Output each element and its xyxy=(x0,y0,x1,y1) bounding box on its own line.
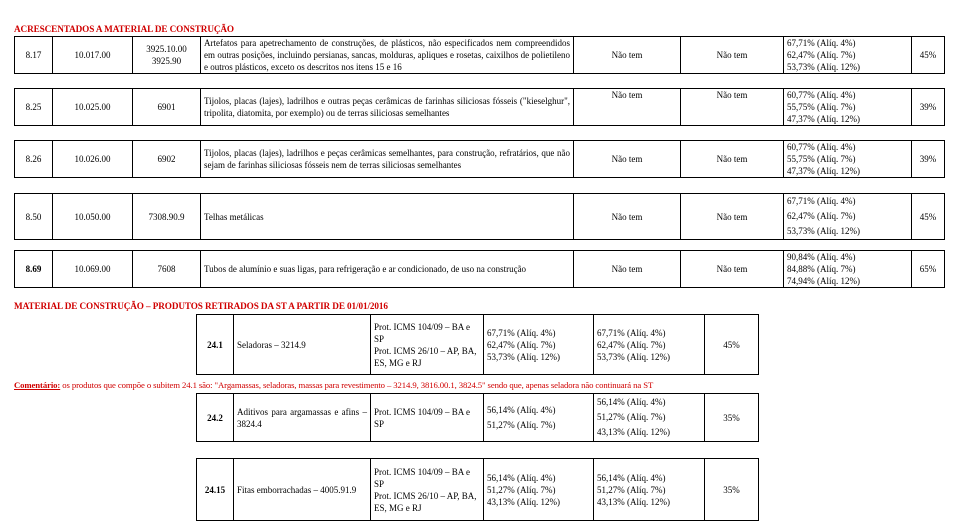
item-code: 10.017.00 xyxy=(53,37,133,74)
item-mva: 67,71% (Alíq. 4%) 62,47% (Alíq. 7%) 53,73% (Alíq. 12%) xyxy=(784,194,912,240)
item-description: Tijolos, placas (lajes), ladrilhos e outras peças cerâmicas de farinhas siliciosas fósseis ("kieselghur", tripolita, diatomita, por exemplo) ou de terras siliciosas semelhantes xyxy=(201,89,574,126)
item-col-b: Não tem xyxy=(681,141,784,178)
removed-item-number: 24.1 xyxy=(197,315,234,375)
item-col-b: Não tem xyxy=(681,194,784,240)
item-col-a: Não tem xyxy=(574,89,681,126)
item-mva-orig: 39% xyxy=(912,89,945,126)
item-col-a: Não tem xyxy=(574,194,681,240)
removed-item-protocols: Prot. ICMS 104/09 – BA e SP Prot. ICMS 26/10 – AP, BA, ES, MG e RJ xyxy=(371,315,484,375)
item-code: 10.026.00 xyxy=(53,141,133,178)
item-mva-orig: 65% xyxy=(912,251,945,288)
item-number: 8.25 xyxy=(15,89,53,126)
section-removed-title: MATERIAL DE CONSTRUÇÃO – PRODUTOS RETIRADOS DA ST A PARTIR DE 01/01/2016 xyxy=(14,301,388,311)
item-col-b: Não tem xyxy=(681,251,784,288)
added-item-table xyxy=(14,88,945,126)
item-code: 10.069.00 xyxy=(53,251,133,288)
item-col-b: Não tem xyxy=(681,89,784,126)
removed-item-mva-b: 56,14% (Alíq. 4%) 51,27% (Alíq. 7%) 43,13% (Alíq. 12%) xyxy=(594,459,705,521)
item-ncm: 6902 xyxy=(133,141,201,178)
item-description: Tijolos, placas (lajes), ladrilhos e peças cerâmicas semelhantes, para construção, refratários, que não sejam de farinhas siliciosas fósseis nem de terras siliciosas semelhantes xyxy=(201,141,574,178)
removed-item-description: Aditivos para argamassas e afins – 3824.4 xyxy=(234,394,371,442)
item-number: 8.17 xyxy=(15,37,53,74)
item-description: Tubos de alumínio e suas ligas, para refrigeração e ar condicionado, de uso na construção xyxy=(201,251,574,288)
item-mva-orig: 39% xyxy=(912,141,945,178)
item-number: 8.26 xyxy=(15,141,53,178)
removed-item-mva-orig: 35% xyxy=(705,394,759,442)
removed-item-table xyxy=(196,393,759,442)
item-mva-orig: 45% xyxy=(912,194,945,240)
item-ncm: 6901 xyxy=(133,89,201,126)
item-ncm: 7608 xyxy=(133,251,201,288)
comment xyxy=(14,380,653,390)
added-item-table xyxy=(14,36,945,74)
added-item-table xyxy=(14,140,945,178)
removed-item-table xyxy=(196,458,759,521)
item-mva: 60,77% (Alíq. 4%) 55,75% (Alíq. 7%) 47,37% (Alíq. 12%) xyxy=(784,141,912,178)
item-col-a: Não tem xyxy=(574,37,681,74)
removed-item-mva-b: 67,71% (Alíq. 4%) 62,47% (Alíq. 7%) 53,73% (Alíq. 12%) xyxy=(594,315,705,375)
item-ncm: 3925.10.00 3925.90 xyxy=(133,37,201,74)
item-mva: 67,71% (Alíq. 4%) 62,47% (Alíq. 7%) 53,73% (Alíq. 12%) xyxy=(784,37,912,74)
removed-item-mva-a: 67,71% (Alíq. 4%) 62,47% (Alíq. 7%) 53,73% (Alíq. 12%) xyxy=(484,315,594,375)
item-number: 8.69 xyxy=(15,251,53,288)
item-description: Artefatos para apetrechamento de construções, de plásticos, não especificados nem compreendidos em outras posições, incluindo persianas, sancas, molduras, apliques e rosetas, caixilhos de polietileno e outros plásticos, exceto os descritos nos itens 15 e 16 xyxy=(201,37,574,74)
removed-item-mva-a: 56,14% (Alíq. 4%) 51,27% (Alíq. 7%) 43,13% (Alíq. 12%) xyxy=(484,459,594,521)
removed-item-number: 24.2 xyxy=(197,394,234,442)
removed-item-mva-a: 56,14% (Alíq. 4%) 51,27% (Alíq. 7%) xyxy=(484,394,594,442)
item-code: 10.025.00 xyxy=(53,89,133,126)
item-code: 10.050.00 xyxy=(53,194,133,240)
removed-item-protocols: Prot. ICMS 104/09 – BA e SP xyxy=(371,394,484,442)
removed-item-mva-orig: 45% xyxy=(705,315,759,375)
added-item-table xyxy=(14,193,945,240)
item-mva: 60,77% (Alíq. 4%) 55,75% (Alíq. 7%) 47,37% (Alíq. 12%) xyxy=(784,89,912,126)
removed-item-protocols: Prot. ICMS 104/09 – BA e SP Prot. ICMS 26/10 – AP, BA, ES, MG e RJ xyxy=(371,459,484,521)
removed-item-mva-b: 56,14% (Alíq. 4%) 51,27% (Alíq. 7%) 43,13% (Alíq. 12%) xyxy=(594,394,705,442)
removed-item-mva-orig: 35% xyxy=(705,459,759,521)
item-number: 8.50 xyxy=(15,194,53,240)
section-added-title: ACRESCENTADOS A MATERIAL DE CONSTRUÇÃO xyxy=(14,24,234,34)
item-col-b: Não tem xyxy=(681,37,784,74)
item-ncm: 7308.90.9 xyxy=(133,194,201,240)
removed-item-description: Fitas emborrachadas – 4005.91.9 xyxy=(234,459,371,521)
item-col-a: Não tem xyxy=(574,251,681,288)
comment-label: Comentário: xyxy=(14,380,61,390)
added-item-table xyxy=(14,250,945,288)
item-mva: 90,84% (Alíq. 4%) 84,88% (Alíq. 7%) 74,94% (Alíq. 12%) xyxy=(784,251,912,288)
item-description: Telhas metálicas xyxy=(201,194,574,240)
item-mva-orig: 45% xyxy=(912,37,945,74)
removed-item-table xyxy=(196,314,759,375)
removed-item-number: 24.15 xyxy=(197,459,234,521)
removed-item-description: Seladoras – 3214.9 xyxy=(234,315,371,375)
item-col-a: Não tem xyxy=(574,141,681,178)
comment-text: os produtos que compõe o subitem 24.1 são: "Argamassas, seladoras, massas para revestimento – 3214.9, 3816.00.1, 3824.5" sendo que, apenas seladora não continuará na ST xyxy=(60,380,654,390)
